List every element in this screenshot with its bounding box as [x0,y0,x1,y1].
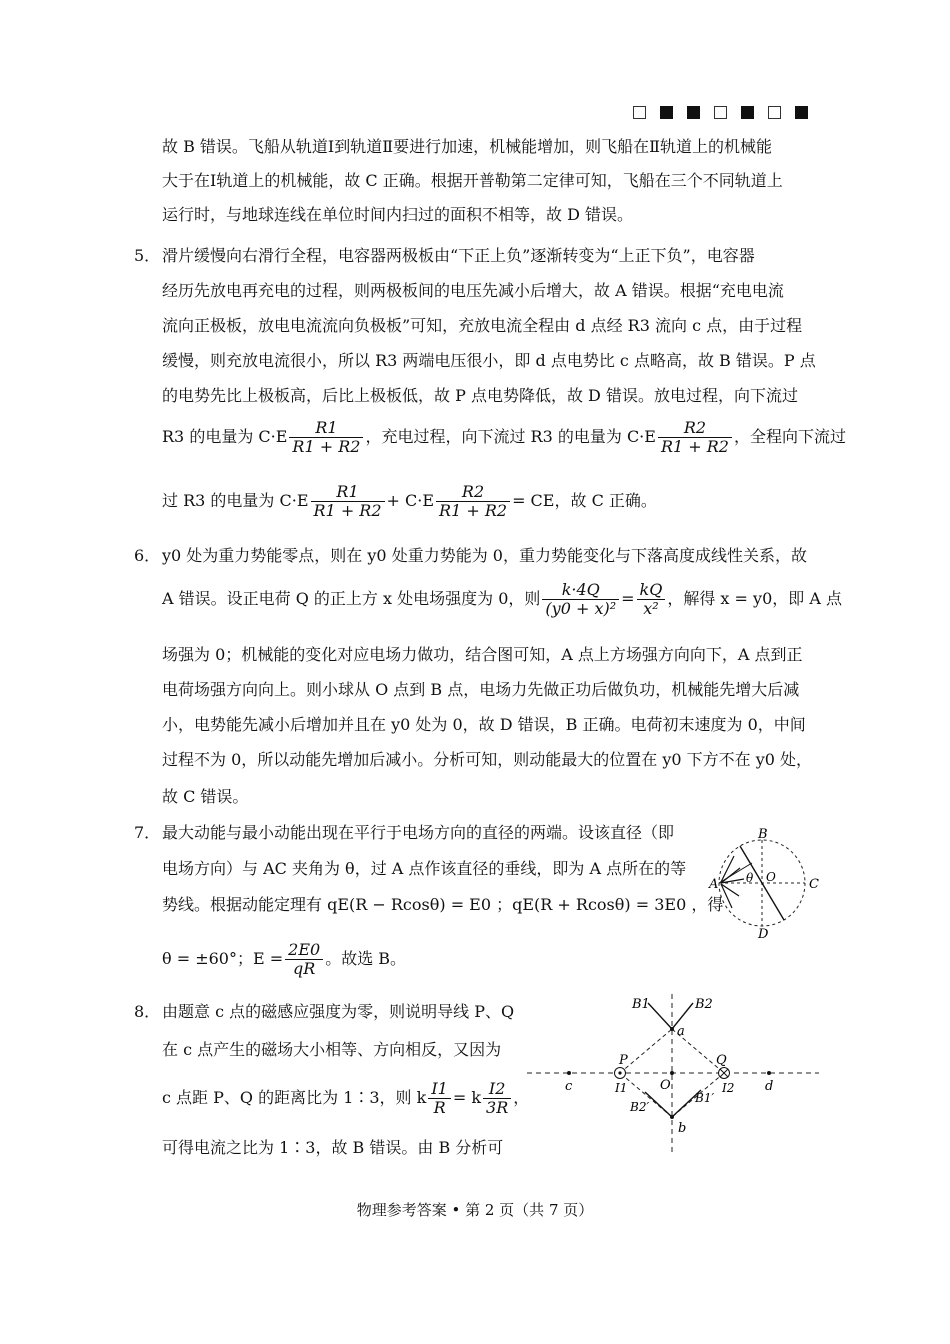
s8-line-2: 在 c 点产生的磁场大小相等、方向相反，又因为 [162,1040,502,1059]
s5-line-6-b: ，充电过程，向下流过 R3 的电量为 C·E [365,427,656,446]
fraction: $\frac{I2}{3R}$ [483,1080,511,1117]
s5-line-1: 滑片缓慢向右滑行全程，电容器两极板由“下正上负”逐渐转变为“上正下负”，电容器 [162,246,755,265]
label-c: C [809,877,819,892]
label-i1: I1 [615,1081,628,1095]
page-footer: 物理参考答案 • 第 2 页（共 7 页） [356,1201,594,1219]
s8-line-4: 可得电流之比为 1∶3，故 B 错误。由 B 分析可 [162,1138,504,1157]
point-b [670,1115,674,1119]
s8-line-1: 由题意 c 点的磁感应强度为零，则说明导线 P、Q [162,1002,515,1021]
s5-line-7-a: 过 R3 的电量为 C·E [162,491,309,510]
fraction: $\frac{R1}{R1 + R2}$ [289,419,363,456]
fraction: $\frac{R1}{R1 + R2}$ [311,483,385,520]
s6-line-2 [162,578,842,620]
mark-square-empty [768,106,781,119]
s5-line-7-b: + C·E [386,491,435,510]
mark-square-empty [633,106,646,119]
label-q: Q [716,1053,727,1068]
velocity-arrows [721,856,744,908]
s5-line-7 [162,482,657,520]
s4-line-2: 大于在Ⅰ轨道上的机械能，故 C 正确。根据开普勒第二定律可知，飞船在三个不同轨道上 [162,171,783,190]
label-d: d [765,1079,774,1094]
s7-line-4-a: θ = ±60°；E = [162,949,284,968]
label-b1: B1 [632,997,650,1012]
s7-number: 7． [134,823,161,842]
b-vectors-bottom [645,1090,701,1117]
label-b: B [758,827,768,842]
label-a: A [709,877,719,892]
b-vectors-top [648,1003,693,1029]
s4-line-3: 运行时，与地球连线在单位时间内扫过的面积不相等，故 D 错误。 [162,205,634,224]
s6-line-5: 小，电势能先减小后增加并且在 y0 处为 0，故 D 错误，B 正确。电荷初末速度为 0，中间 [162,715,806,734]
point-d [767,1071,771,1075]
s8-line-3-b: ， [513,1088,530,1107]
s5-line-3: 流向正极板，放电电流流向负极板”可知，充放电流全程由 d 点经 R3 流向 c 点，由于过程 [162,316,803,335]
s6-line-3: 场强为 0；机械能的变化对应电场力做功，结合图可知，A 点上方场强方向向下，A 点到正 [162,645,803,664]
label-o: O [766,870,776,884]
s5-line-7-d: ，故 C 正确。 [554,491,657,510]
mark-square-filled [660,106,673,119]
mark-square-filled [741,106,754,119]
label-b2-prime: B2′ [630,1100,650,1114]
s7-line-4 [162,938,406,980]
label-p: P [619,1053,628,1068]
fraction: $\frac{2E0}{qR}$ [285,941,323,978]
s6-line-2-a: A 错误。设正电荷 Q 的正上方 x 处电场强度为 0，则 [162,589,541,608]
wire-p-out-icon [615,1068,626,1079]
mark-square-filled [687,106,700,119]
s5-line-4: 缓慢，则充放电流很小，所以 R3 两端电压很小，即 d 点电势比 c 点略高，故 B 错误。P 点 [162,351,816,370]
label-a: a [677,1024,685,1039]
s5-line-5: 的电势先比上极板高，后比上极板低，故 P 点电势降低，故 D 错误。放电过程，向下流过 [162,386,798,405]
s5-number: 5． [134,246,161,265]
mark-square-filled [795,106,808,119]
s6-number: 6． [134,546,161,565]
s7-line-2: 电场方向）与 AC 夹角为 θ，过 A 点作该直径的垂线，即为 A 点所在的等 [162,859,687,878]
label-d: D [758,927,769,940]
label-c: c [565,1079,573,1094]
s7-line-1: 最大动能与最小动能出现在平行于电场方向的直径的两端。设该直径（即 [162,823,675,842]
s5-line-6-c: ，全程向下流过 [733,427,846,446]
s5-line-7-c: = CE [512,491,555,510]
magnetic-field-diagram [525,990,825,1158]
s8-line-3 [162,1078,529,1118]
label-b2: B2 [695,997,713,1012]
s8-line-3-a: c 点距 P、Q 的距离比为 1∶3，则 k [162,1088,427,1107]
fraction: $\frac{I1}{R}$ [428,1080,451,1117]
label-o: O [660,1078,671,1093]
label-b: b [678,1121,687,1136]
point-c [567,1071,571,1075]
s6-line-4: 电荷场强方向向上。则小球从 O 点到 B 点，电场力先做正功后做负功，机械能先增大后减 [162,680,800,699]
fraction: $\frac{R2}{R1 + R2}$ [658,419,732,456]
s5-line-6 [162,418,846,456]
fraction: $\frac{R2}{R1 + R2}$ [436,483,510,520]
s5-line-2: 经历先放电再充电的过程，则两极板间的电压先减小后增大，故 A 错误。根据“充电电流 [162,281,784,300]
equals: = [621,589,635,608]
point-a [670,1027,674,1031]
circle-diagram [700,826,830,940]
wire-q-in-icon [719,1068,730,1079]
s7-line-4-b: 。故选 B。 [325,949,407,968]
label-b1-prime: B1′ [695,1091,715,1105]
fraction: $\frac{k\cdot 4Q}{\text{(y0 + x)²}}$ [542,581,619,618]
s6-line-7: 故 C 错误。 [162,787,249,806]
s4-line-1: 故 B 错误。飞船从轨道Ⅰ到轨道Ⅱ要进行加速，机械能增加，则飞船在Ⅱ轨道上的机械能 [162,137,773,156]
label-theta: θ [746,871,754,885]
mark-square-empty [714,106,727,119]
fraction: $\frac{kQ}{\text{x²}}$ [637,581,666,618]
s6-line-6: 过程不为 0，所以动能先增加后减小。分析可知，则动能最大的位置在 y0 下方不在 y0 处， [162,750,813,769]
equals: = k [452,1088,482,1107]
point-o [670,1071,674,1075]
s6-line-1: y0 处为重力势能零点，则在 y0 处重力势能为 0，重力势能变化与下落高度成线性关系，故 [162,546,807,565]
s7-line-3: 势线。根据动能定理有 qE(R − Rcosθ) = E0 ；qE(R + Rcosθ) = 3E0 ，得 [162,895,724,914]
s6-line-2-b: ，解得 x = y0，即 A 点 [667,589,842,608]
s8-number: 8． [134,1002,161,1021]
s5-line-6-a: R3 的电量为 C·E [162,427,288,446]
label-i2: I2 [722,1081,735,1095]
